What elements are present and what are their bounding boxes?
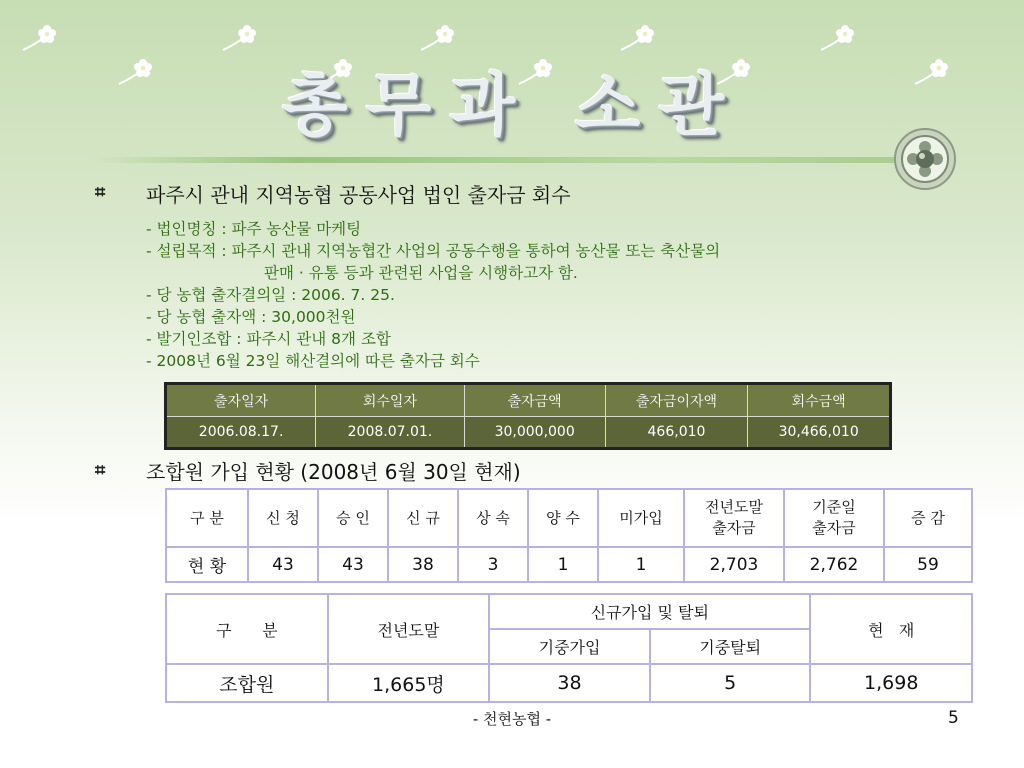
table-row	[166, 664, 972, 702]
table-row	[166, 547, 972, 582]
member-count-table	[165, 593, 973, 703]
table-cell: 30,000,000	[464, 417, 605, 449]
table-header-cell: 구 분	[166, 594, 328, 664]
table-cell: 2,762	[784, 547, 884, 582]
flower-decoration-icon	[222, 24, 256, 52]
table-cell: 1	[598, 547, 684, 582]
table-cell: 43	[318, 547, 388, 582]
table-header-cell: 출자금이자액	[605, 384, 748, 417]
section-bullet-icon: ⌗	[95, 460, 106, 481]
table-header-cell: 증 감	[884, 489, 972, 547]
flower-decoration-icon	[22, 24, 56, 52]
header-line: 출자금	[712, 519, 756, 537]
table-header-cell: 상 속	[458, 489, 528, 547]
table-header-cell: 기중가입	[489, 629, 650, 664]
table-header-cell: 출자금액	[464, 384, 605, 417]
detail-line: - 2008년 6월 23일 해산결의에 따른 출자금 회수	[146, 352, 480, 370]
header-line: 전년도말	[705, 498, 763, 516]
table-cell: 조합원	[166, 664, 328, 702]
flower-decoration-icon	[620, 24, 654, 52]
table-cell: 38	[489, 664, 650, 702]
header-line: 출자금	[812, 519, 856, 537]
detail-line: - 당 농협 출자액 : 30,000천원	[146, 308, 356, 326]
table-cell: 현 황	[166, 547, 248, 582]
table-cell: 30,466,010	[748, 417, 891, 449]
table-cell: 5	[650, 664, 811, 702]
flower-decoration-icon	[420, 24, 454, 52]
flower-decoration-icon	[820, 24, 854, 52]
table-header-cell: 신규가입 및 탈퇴	[489, 594, 810, 629]
detail-line: - 당 농협 출자결의일 : 2006. 7. 25.	[146, 286, 395, 304]
table-header-cell	[784, 489, 884, 547]
table-cell: 38	[388, 547, 458, 582]
section-bullet-icon: ⌗	[95, 182, 106, 203]
membership-status-table	[165, 488, 973, 583]
table-header-cell: 회수금액	[748, 384, 891, 417]
table-header-cell: 구 분	[166, 489, 248, 547]
detail-line: - 설립목적 : 파주시 관내 지역농협간 사업의 공동수행을 통하여 농산물 또는 축산물의	[146, 242, 721, 260]
page-number: 5	[948, 708, 959, 728]
table-cell: 2,703	[684, 547, 784, 582]
table-header-cell: 신 규	[388, 489, 458, 547]
detail-line: 판매 · 유통 등과 관련된 사업을 시행하고자 함.	[264, 264, 578, 282]
title-underline	[92, 157, 912, 163]
table-cell: 3	[458, 547, 528, 582]
table-cell: 466,010	[605, 417, 748, 449]
table-cell: 2006.08.17.	[166, 417, 316, 449]
table-header-cell: 기중탈퇴	[650, 629, 811, 664]
header-line: 기준일	[812, 498, 856, 516]
table-header-cell: 전년도말	[328, 594, 489, 664]
table-header-cell: 회수일자	[316, 384, 465, 417]
detail-line: - 법인명칭 : 파주 농산물 마케팅	[146, 220, 362, 238]
detail-line: - 발기인조합 : 파주시 관내 8개 조합	[146, 330, 391, 348]
footer-text: - 천현농협 -	[472, 710, 552, 728]
slide-title: 총무과 소관	[281, 67, 743, 146]
table-cell: 2008.07.01.	[316, 417, 465, 449]
corporation-details	[146, 218, 720, 372]
table-header-cell	[684, 489, 784, 547]
ornament-knob-icon	[893, 127, 957, 191]
section-heading: 파주시 관내 지역농협 공동사업 법인 출자금 회수	[146, 183, 571, 207]
table-cell: 1	[528, 547, 598, 582]
table-header-cell: 양 수	[528, 489, 598, 547]
table-header-cell: 신 청	[248, 489, 318, 547]
table-header-cell: 현 재	[810, 594, 972, 664]
section-heading: 조합원 가입 현황 (2008년 6월 30일 현재)	[146, 460, 521, 484]
table-cell: 59	[884, 547, 972, 582]
table-cell: 1,665명	[328, 664, 489, 702]
table-cell: 1,698	[810, 664, 972, 702]
table-header-cell: 미가입	[598, 489, 684, 547]
table-cell: 43	[248, 547, 318, 582]
table-row	[166, 417, 891, 449]
table-header-cell: 출자일자	[166, 384, 316, 417]
table-header-cell: 승 인	[318, 489, 388, 547]
investment-table	[164, 382, 892, 450]
